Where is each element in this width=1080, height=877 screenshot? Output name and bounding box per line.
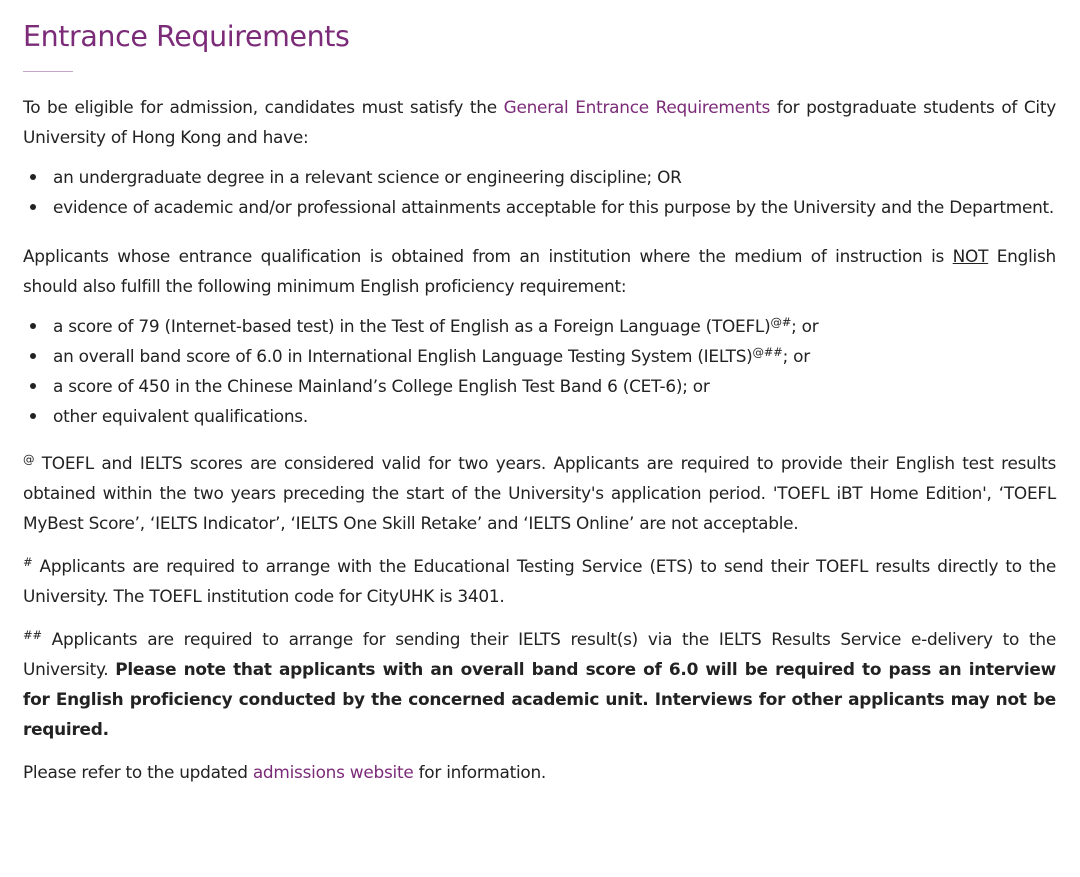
english-text-before: Applicants whose entrance qualification is obtained from an institution where the medium of instruction is xyxy=(23,246,953,266)
ielts-delivery-note xyxy=(23,624,1056,744)
list-item xyxy=(23,371,1056,401)
bullet-icon xyxy=(30,174,36,180)
list-item xyxy=(23,162,1056,192)
interview-notice: Please note that applicants with an overall band score of 6.0 will be required to pass an interview for English proficiency conducted by the concerned academic unit. Interviews for other applicants may not be required. xyxy=(23,659,1056,739)
refer-text-after: for information. xyxy=(413,762,547,782)
english-requirements-list xyxy=(23,311,1056,431)
title-divider xyxy=(23,71,73,72)
footnote-marker: @ xyxy=(23,452,35,466)
cet-requirement-text: a score of 450 in the Chinese Mainland’s College English Test Band 6 (CET-6); or xyxy=(53,376,710,396)
bullet-icon xyxy=(30,323,36,329)
toefl-ets-note xyxy=(23,551,1056,611)
ielts-requirement-tail: ; or xyxy=(782,346,810,366)
score-validity-text: TOEFL and IELTS scores are considered valid for two years. Applicants are required to provide their English test results obtained within the two years preceding the start of the University's application period. 'TOEFL iBT Home Edition', ‘TOEFL MyBest Score’, ‘IELTS Indicator’, ‘IELTS One Skill Retake’ and ‘IELTS Online’ are not acceptable. xyxy=(23,453,1056,533)
footnote-marker: @# xyxy=(770,315,792,329)
english-requirement-paragraph xyxy=(23,241,1056,301)
english-text-after: English should also fulfill the following minimum English proficiency requirement: xyxy=(23,246,1056,296)
page-title: Entrance Requirements xyxy=(23,20,350,53)
admissions-website-link[interactable]: admissions website xyxy=(252,762,414,782)
degree-requirements-list xyxy=(23,162,1056,222)
list-item xyxy=(23,311,1056,341)
list-item xyxy=(23,341,1056,371)
list-item xyxy=(23,192,1056,222)
footnote-marker: @## xyxy=(752,345,783,359)
other-requirement-text: other equivalent qualifications. xyxy=(53,406,308,426)
toefl-requirement-text: a score of 79 (Internet-based test) in the Test of English as a Foreign Language (TOEFL) xyxy=(53,316,771,336)
refer-paragraph xyxy=(23,757,1056,787)
bullet-icon xyxy=(30,383,36,389)
intro-text-after: for postgraduate students of City University of Hong Kong and have: xyxy=(23,97,1056,147)
refer-text-before: Please refer to the updated xyxy=(23,762,253,782)
intro-text-before: To be eligible for admission, candidates must satisfy the xyxy=(23,97,504,117)
not-emphasis: NOT xyxy=(952,246,989,266)
intro-paragraph xyxy=(23,92,1056,152)
ielts-requirement-text: an overall band score of 6.0 in International English Language Testing System (IELTS) xyxy=(53,346,753,366)
footnote-marker: ## xyxy=(23,628,42,642)
general-entrance-requirements-link[interactable]: General Entrance Requirements xyxy=(503,97,771,117)
bullet-icon xyxy=(30,353,36,359)
toefl-ets-text: Applicants are required to arrange with the Educational Testing Service (ETS) to send their TOEFL results directly to the University. The TOEFL institution code for CityUHK is 3401. xyxy=(23,556,1056,606)
bullet-icon xyxy=(30,413,36,419)
list-item xyxy=(23,401,1056,431)
degree-item-text: an undergraduate degree in a relevant science or engineering discipline; OR xyxy=(53,167,682,187)
bullet-icon xyxy=(30,204,36,210)
degree-item-text: evidence of academic and/or professional attainments acceptable for this purpose by the University and the Department. xyxy=(53,197,1055,217)
ielts-delivery-text: Applicants are required to arrange for sending their IELTS result(s) via the IELTS Results Service e-delivery to the University. xyxy=(23,629,1056,679)
score-validity-note xyxy=(23,448,1056,538)
footnote-marker: # xyxy=(23,555,33,569)
toefl-requirement-tail: ; or xyxy=(791,316,819,336)
